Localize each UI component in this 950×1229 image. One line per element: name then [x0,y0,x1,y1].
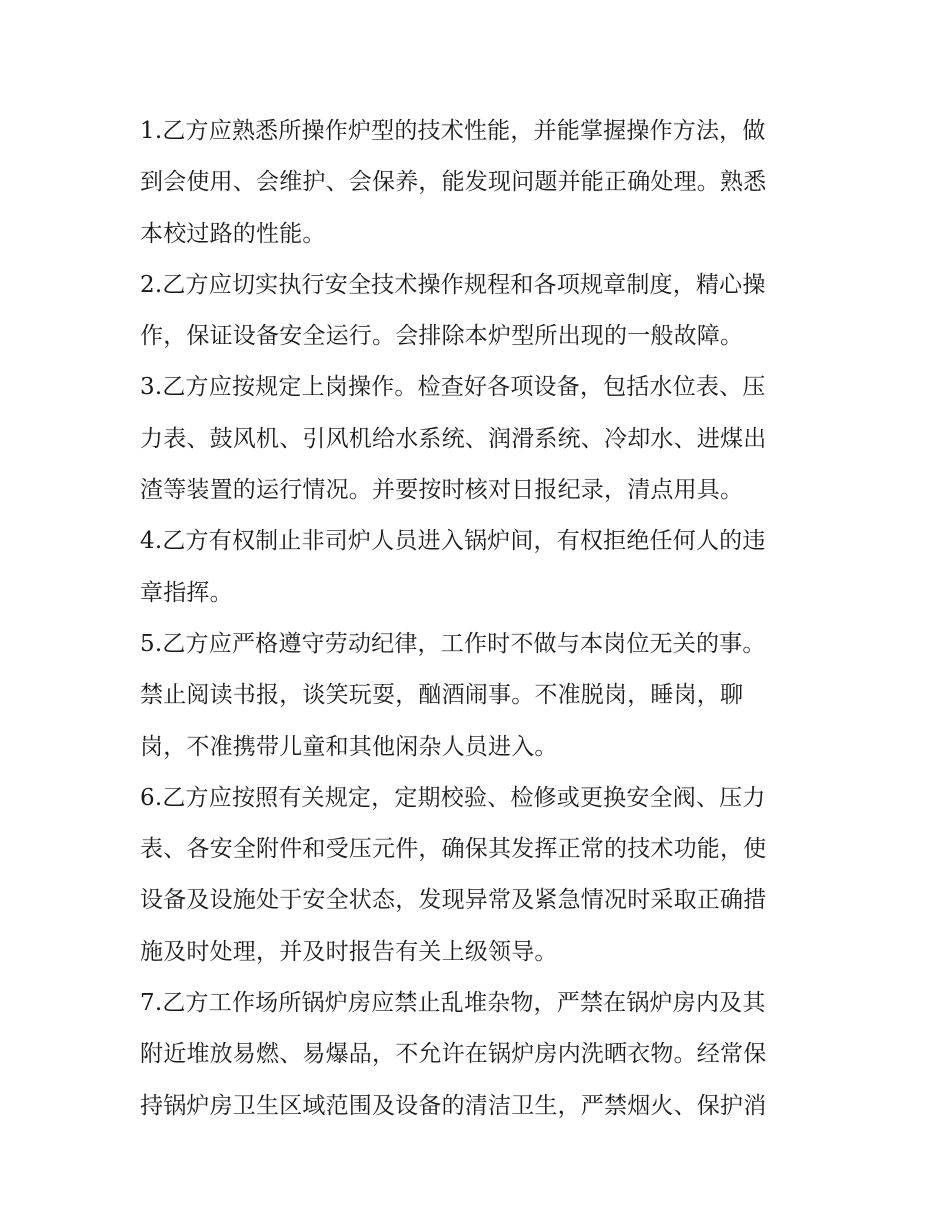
text-line: 设备及设施处于安全状态，发现异常及紧急情况时采取正确措 [140,887,767,914]
text-line: 力表、鼓风机、引风机给水系统、润滑系统、冷却水、进煤出 [140,425,767,452]
text-line: 施及时处理，并及时报告有关上级领导。 [140,938,558,965]
text-line: 到会使用、会维护、会保养，能发现问题并能正确处理。熟悉 [140,169,767,196]
text-line: 渣等装置的运行情况。并要按时核对日报纪录，清点用具。 [140,477,744,504]
text-line: 表、各安全附件和受压元件，确保其发挥正常的技术功能，使 [140,836,767,863]
text-line: 1.乙方应熟悉所操作炉型的技术性能，并能掌握操作方法，做 [140,118,766,144]
text-line: 本校过路的性能。 [140,220,326,247]
text-line: 持锅炉房卫生区域范围及设备的清洁卫生，严禁烟火、保护消 [140,1092,767,1119]
text-line: 岗，不准携带儿童和其他闲杂人员进入。 [140,733,558,760]
text-line: 6.乙方应按照有关规定，定期校验、检修或更换安全阀、压力 [140,784,766,811]
text-line: 作，保证设备安全运行。会排除本炉型所出现的一般故障。 [140,323,744,350]
text-line: 禁止阅读书报，谈笑玩耍，酗酒闹事。不准脱岗，睡岗，聊 [140,682,744,709]
text-line: 章指挥。 [140,579,233,606]
text-line: 7.乙方工作场所锅炉房应禁止乱堆杂物，严禁在锅炉房内及其 [140,990,766,1017]
text-line: 3.乙方应按规定上岗操作。检查好各项设备，包括水位表、压 [140,374,766,401]
text-line: 2.乙方应切实执行安全技术操作规程和各项规章制度，精心操 [140,271,766,298]
text-line: 附近堆放易燃、易爆品，不允许在锅炉房内洗晒衣物。经常保 [140,1041,767,1068]
document-body [140,106,812,1132]
text-line: 4.乙方有权制止非司炉人员进入锅炉间，有权拒绝任何人的违 [140,528,766,555]
text-line: 5.乙方应严格遵守劳动纪律，工作时不做与本岗位无关的事。 [140,630,766,657]
